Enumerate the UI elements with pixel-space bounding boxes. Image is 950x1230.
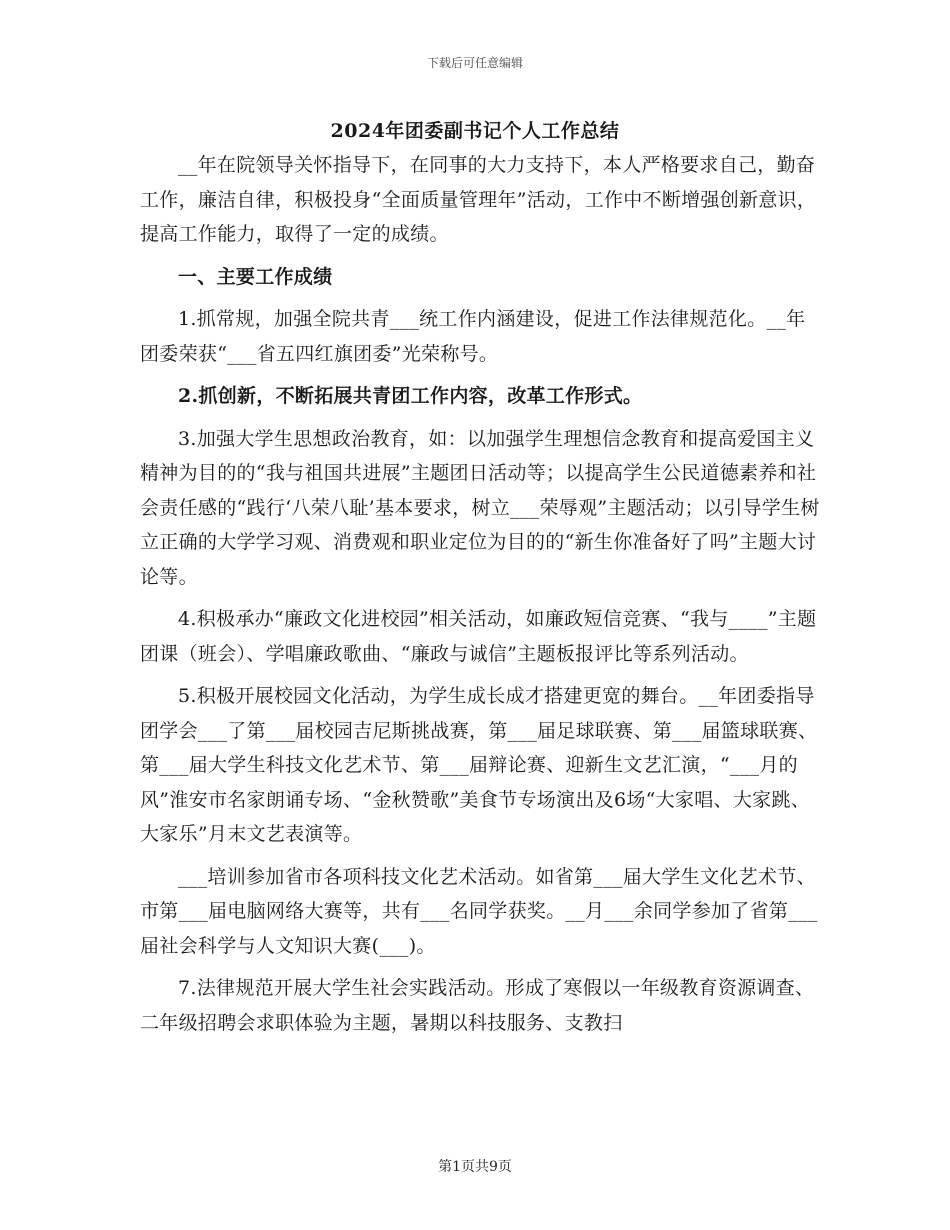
item-4-paragraph: 4.积极承办“廉政文化进校园”相关活动，如廉政短信竞赛、“我与____”主题团课（班会）、学唱廉政歌曲、“廉政与诚信”主题板报评比等系列活动。 <box>140 608 817 665</box>
page-number: 第1页共9页 <box>438 1159 512 1175</box>
item-1-paragraph: 1.抓常规，加强全院共青___统工作内涵建设，促进工作法律规范化。__年团委荣获“___省五四红旗团委”光荣称号。 <box>140 308 806 365</box>
intro-paragraph: __年在院领导关怀指导下，在同事的大力支持下，本人严格要求自己，勤奋工作，廉洁自律，积极投身“全面质量管理年”活动，工作中不断增强创新意识，提高工作能力，取得了一定的成绩。 <box>140 154 817 245</box>
item-5-paragraph: 5.积极开展校园文化活动，为学生成长成才搭建更宽的舞台。__年团委指导团学会___了第___届校园吉尼斯挑战赛，第___届足球联赛、第___届篮球联赛、第___届大学生科技文化艺术节、第___届辩论赛、迎新生文艺汇演，“___月的风”淮安市名家朗诵专场、“金秋赞歌”美食节专场演出及6场“大家唱、大家跳、大家乐”月末文艺表演等。 <box>140 685 818 845</box>
header-note: 下载后可任意编辑 <box>426 56 523 70</box>
item-6-paragraph: ___培训参加省市各项科技文化艺术活动。如省第___届大学生文化艺术节、市第___届电脑网络大赛等，共有___名同学获奖。__月___余同学参加了省第___届社会科学与人文知识大赛(___)。 <box>140 865 818 957</box>
document-title: 2024年团委副书记个人工作总结 <box>330 120 620 142</box>
item-7-paragraph: 7.法律规范开展大学生社会实践活动。形成了寒假以一年级教育资源调查、二年级招聘会求职体验为主题，暑期以科技服务、支教扫 <box>140 977 815 1034</box>
item-2-paragraph: 2.抓创新，不断拓展共青团工作内容，改革工作形式。 <box>178 385 643 407</box>
section-heading: 一、主要工作成绩 <box>178 265 333 288</box>
document-body <box>140 148 820 1048</box>
item-3-paragraph: 3.加强大学生思想政治教育，如：以加强学生理想信念教育和提高爱国主义精神为目的的“我与祖国共进展”主题团日活动等；以提高学生公民道德素养和社会责任感的“践行‘八荣八耻’基本要求，树立___荣辱观”主题活动；以引导学生树立正确的大学学习观、消费观和职业定位为目的的“新生你准备好了吗”主题大讨论等。 <box>140 427 820 588</box>
